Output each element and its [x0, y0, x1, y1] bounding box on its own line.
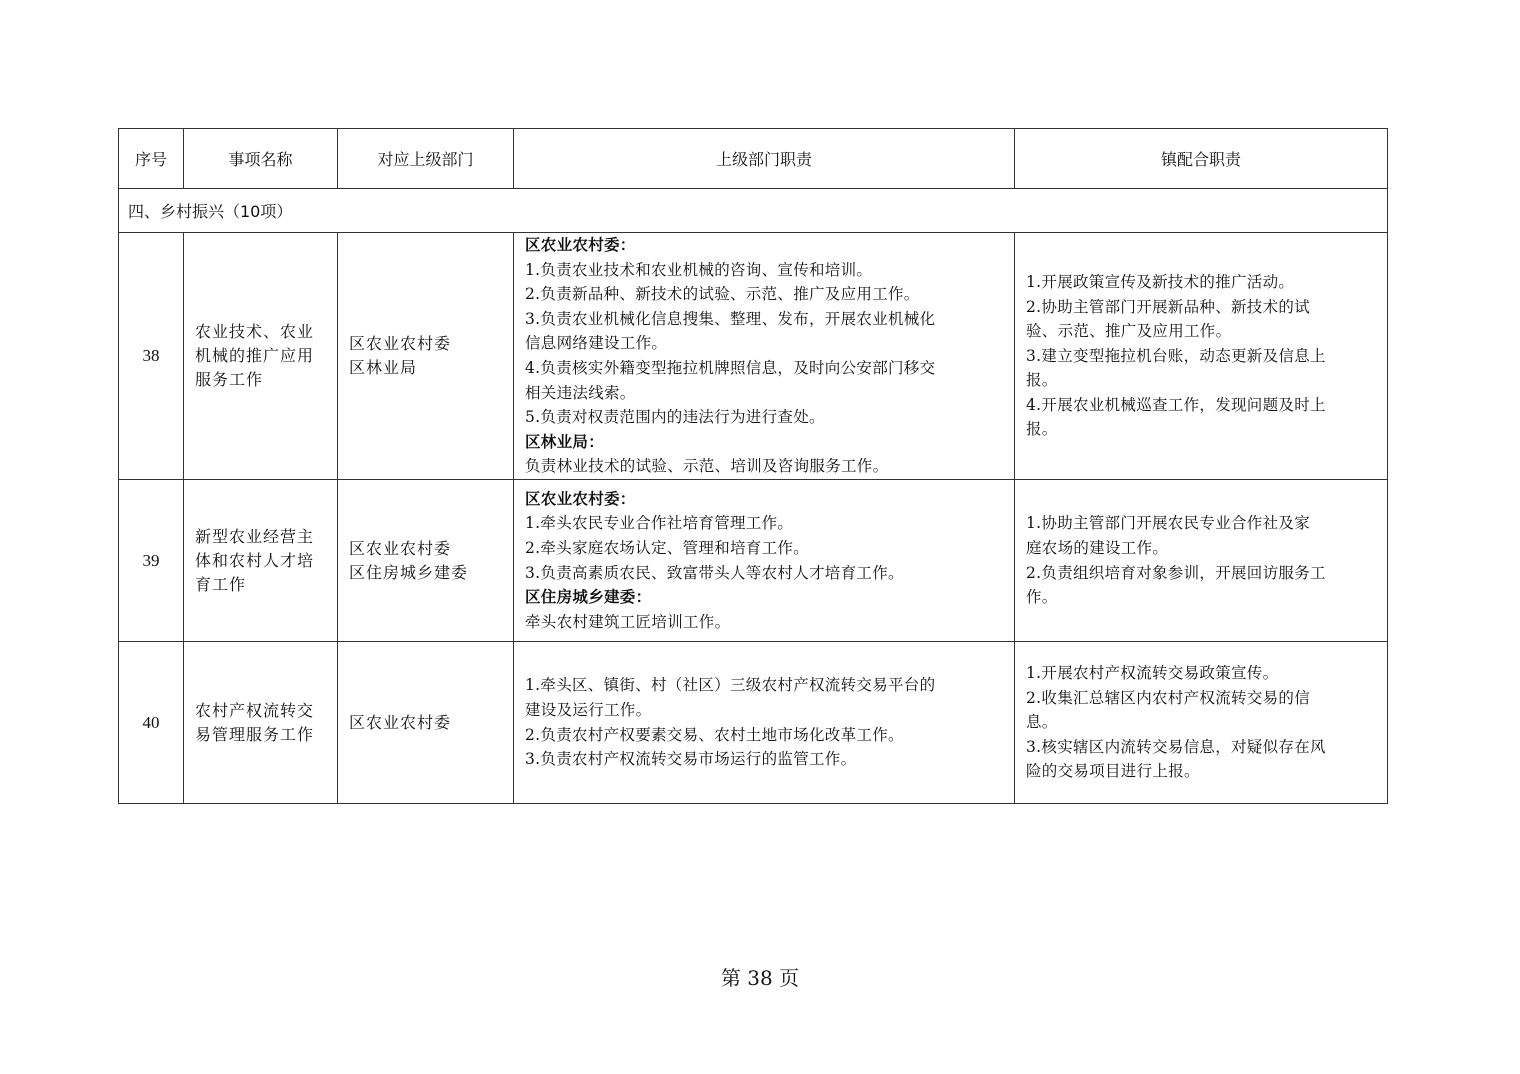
- item-name-line: 农村产权流转交: [195, 700, 315, 720]
- coop-line: 息。: [1026, 713, 1058, 732]
- duty-line: 信息网络建设工作。: [525, 334, 668, 353]
- dept-name: 区农业农村委: [349, 334, 452, 353]
- table-row: [119, 642, 1388, 804]
- header-town-duties: 镇配合职责: [1015, 129, 1388, 189]
- coop-line: 3.核实辖区内流转交易信息，对疑似存在风: [1026, 737, 1326, 756]
- coop-line: 1.开展政策宣传及新技术的推广活动。: [1026, 272, 1295, 291]
- coop-line: 报。: [1026, 371, 1058, 390]
- section-title: 四、乡村振兴（10项）: [119, 189, 1388, 233]
- duty-line: 建设及运行工作。: [525, 700, 652, 719]
- row-number: 38: [119, 233, 184, 480]
- superior-duties-cell: [514, 480, 1015, 642]
- duty-line: 5.负责对权责范围内的违法行为进行查处。: [525, 408, 825, 427]
- coop-line: 2.协助主管部门开展新品种、新技术的试: [1026, 297, 1310, 316]
- coop-line: 2.负责组织培育对象参训，开展回访服务工: [1026, 563, 1326, 582]
- dept-name: 区住房城乡建委: [349, 562, 469, 582]
- duty-heading: 区林业局：: [525, 431, 605, 451]
- item-name-cell: [184, 480, 338, 642]
- header-item-name: 事项名称: [184, 129, 338, 189]
- page-number: 第 38 页: [720, 966, 800, 990]
- item-name-cell: [184, 642, 338, 804]
- duty-line: 1.负责农业技术和农业机械的咨询、宣传和培训。: [525, 260, 873, 279]
- town-duties-cell: [1015, 233, 1388, 480]
- duty-line: 1.牵头区、镇街、村（社区）三级农村产权流转交易平台的: [525, 676, 936, 695]
- superior-duties-cell: [514, 642, 1015, 804]
- item-name-cell: [184, 233, 338, 480]
- duty-line: 3.负责高素质农民、致富带头人等农村人才培育工作。: [525, 563, 904, 582]
- row-number: 40: [119, 642, 184, 804]
- coop-line: 2.收集汇总辖区内农村产权流转交易的信: [1026, 688, 1310, 707]
- duty-line: 负责林业技术的试验、示范、培训及咨询服务工作。: [525, 457, 889, 476]
- duty-line: 3.负责农业机械化信息搜集、整理、发布，开展农业机械化: [525, 309, 936, 328]
- town-duties-cell: [1015, 480, 1388, 642]
- duty-heading: 区农业农村委：: [525, 235, 636, 255]
- item-name-line: 服务工作: [195, 370, 264, 389]
- dept-cell: [338, 642, 514, 804]
- town-duties-cell: [1015, 642, 1388, 804]
- duty-line: 相关违法线索。: [525, 383, 636, 402]
- coop-line: 验、示范、推广及应用工作。: [1026, 322, 1232, 341]
- table-row: [119, 233, 1388, 480]
- duty-heading: 区住房城乡建委：: [525, 587, 652, 607]
- superior-duties-cell: [514, 233, 1015, 480]
- row-number: 39: [119, 480, 184, 642]
- duty-line: 1.牵头农民专业合作社培育管理工作。: [525, 514, 794, 533]
- coop-line: 作。: [1026, 588, 1058, 607]
- coop-line: 庭农场的建设工作。: [1026, 538, 1169, 557]
- header-superior-dept: 对应上级部门: [338, 129, 514, 189]
- item-name-line: 体和农村人才培: [195, 550, 315, 570]
- coop-line: 4.开展农业机械巡查工作，发现问题及时上: [1026, 395, 1326, 414]
- item-name-line: 机械的推广应用: [195, 346, 315, 365]
- duty-line: 3.负责农村产权流转交易市场运行的监管工作。: [525, 750, 857, 769]
- dept-name: 区农业农村委: [349, 712, 452, 732]
- item-name-line: 易管理服务工作: [195, 724, 315, 744]
- item-name-line: 农业技术、农业: [195, 322, 315, 341]
- section-row: [119, 189, 1388, 233]
- coop-line: 险的交易项目进行上报。: [1026, 762, 1200, 781]
- dept-cell: [338, 233, 514, 480]
- duty-table: [118, 128, 1388, 804]
- dept-name: 区农业农村委: [349, 538, 452, 558]
- header-superior-duties: 上级部门职责: [514, 129, 1015, 189]
- coop-line: 1.开展农村产权流转交易政策宣传。: [1026, 664, 1279, 683]
- item-name-line: 新型农业经营主: [195, 526, 315, 546]
- duty-line: 2.负责农村产权要素交易、农村土地市场化改革工作。: [525, 725, 904, 744]
- coop-line: 报。: [1026, 420, 1058, 439]
- dept-name: 区林业局: [349, 358, 418, 377]
- duty-heading: 区农业农村委：: [525, 488, 636, 508]
- duty-line: 4.负责核实外籍变型拖拉机牌照信息，及时向公安部门移交: [525, 359, 936, 377]
- coop-line: 3.建立变型拖拉机台账，动态更新及信息上: [1026, 346, 1326, 365]
- header-serial: 序号: [119, 129, 184, 189]
- duty-line: 2.牵头家庭农场认定、管理和培育工作。: [525, 538, 809, 557]
- duty-line: 2.负责新品种、新技术的试验、示范、推广及应用工作。: [525, 285, 920, 304]
- item-name-line: 育工作: [195, 574, 247, 594]
- table-header-row: [119, 129, 1388, 189]
- dept-cell: [338, 480, 514, 642]
- duty-line: 牵头农村建筑工匠培训工作。: [525, 612, 731, 631]
- coop-line: 1.协助主管部门开展农民专业合作社及家: [1026, 514, 1310, 533]
- table-row: [119, 480, 1388, 642]
